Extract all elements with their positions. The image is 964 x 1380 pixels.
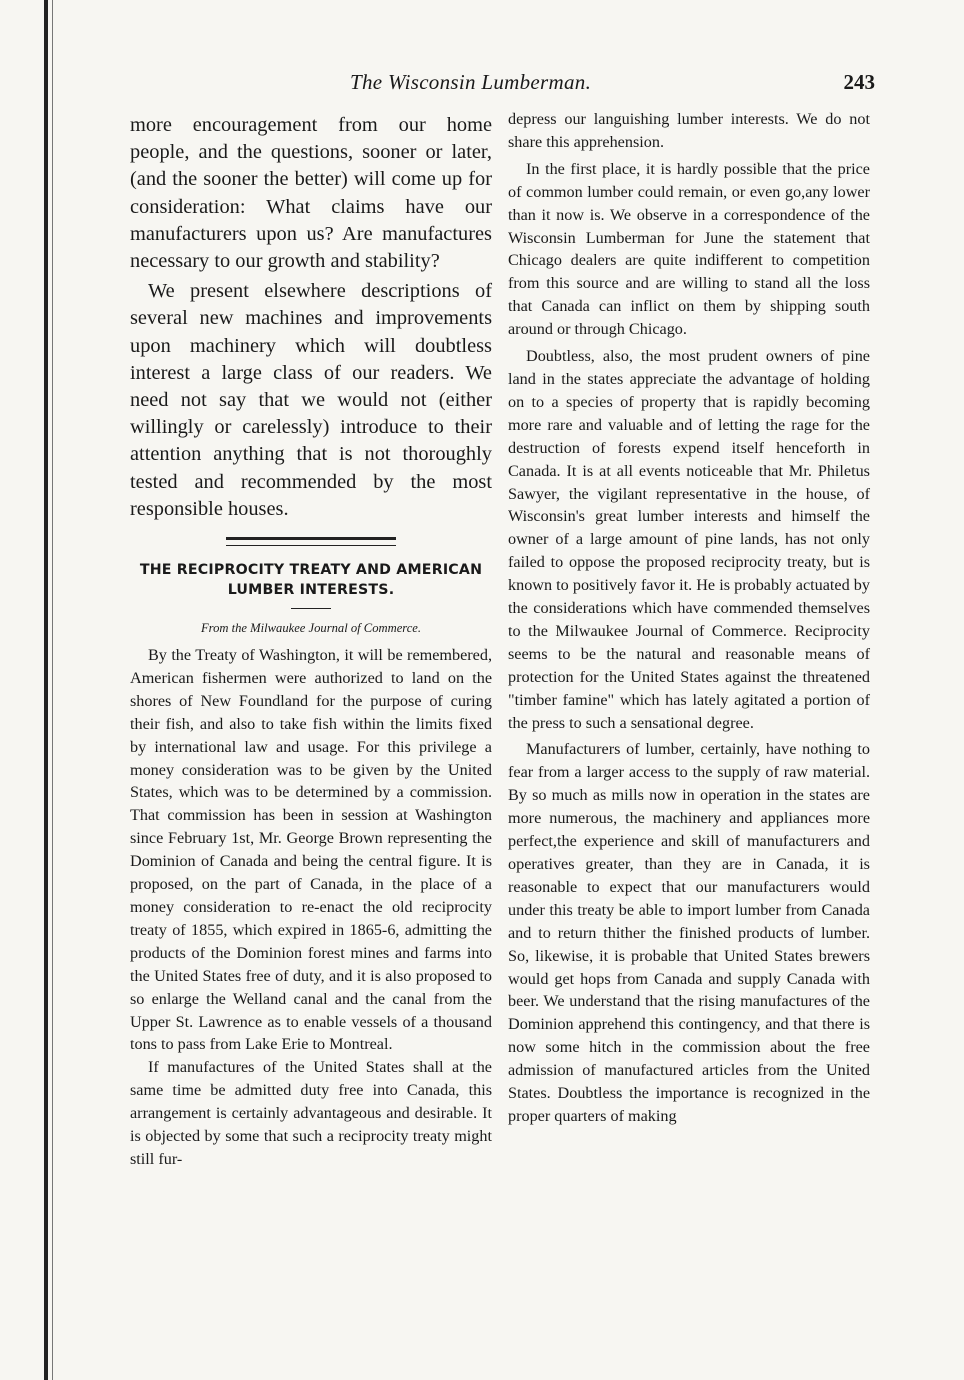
article-paragraph: If manufactures of the United States shall at the same time be admitted duty free into Canada, this arrangement is certainly advantageous and desirable. It is objected by some that such a reciprocity treaty might still fur- [130, 1058, 492, 1168]
lead-paragraph: We present elsewhere descriptions of several new machines and improvements upon machinery which will doubtless interest a large class of our readers. We need not say that we would not (either willingly or carelessly) introduce to their attention anything that is not thoroughly tested and recommended by the most responsible houses. [130, 280, 492, 520]
headline-rule [291, 608, 331, 609]
lead-paragraph: more encouragement from our home people, and the questions, sooner or later, (and the sooner the better) will come up for consideration: What claims have our manufacturers upon us? Are manufactures necessary to our growth and stability? [130, 114, 492, 273]
section-divider [226, 537, 396, 546]
article-headline: THE RECIPROCITY TREATY AND AMERICAN LUMBER INTERESTS. [139, 562, 483, 599]
page-binding-shadow [52, 0, 53, 1380]
article-source: From the Milwaukee Journal of Commerce. [200, 621, 422, 636]
running-head [130, 70, 875, 102]
right-column [508, 108, 870, 1128]
editorial-lead [130, 112, 492, 523]
article-paragraph: Doubtless, also, the most prudent owners of pine land in the states appreciate the advantage of holding on to a species of property that is rapidly becoming more rare and valuable and of letting the rage for the destruction of forests expend itself henceforth in Canada. It is at all events noticeable that Mr. Philetus Sawyer, the vigilant representative in the house, of Wisconsin's great lumber interests and himself the owner of a large amount of pine lands, has not only failed to oppose the proposed reciprocity treaty, but is known to positively favor it. He is probably actuated by the considerations which have commended themselves to the Milwaukee Journal of Commerce. Reciprocity seems to be the natural and reasonable means of protection for the United States against the threatened "timber famine" which has lately agitated a portion of the press to such a sensational degree. [508, 347, 870, 732]
running-title: The Wisconsin Lumberman. [350, 70, 592, 94]
article-body [130, 644, 492, 1171]
page-number: 243 [843, 70, 875, 94]
page-binding-edge [44, 0, 48, 1380]
left-column [130, 112, 492, 1171]
article-paragraph: By the Treaty of Washington, it will be remembered, American fishermen were authorized to land on the shores of New Foundland for the purpose of curing their fish, and also to take fish within the limits fixed by international law and usage. For this privilege a money consideration was to be given by the United States, which was to be determined by a commission. That commission has been in session at Washington since February 1st, Mr. George Brown representing the Dominion of Canada and being the central figure. It is proposed, on the part of Canada, in the place of a money consideration to re-enact the old reciprocity treaty of 1855, which expired in 1865-6, admitting the products of the Dominion forest mines and farms into the United States free of duty, and it is also proposed to so enlarge the Welland canal and the canal from the Upper St. Lawrence as to enable vessels of a thousand tons to pass from Lake Erie to Montreal. [130, 646, 492, 1054]
continued-text: depress our languishing lumber interests. We do not share this apprehension. [508, 110, 870, 151]
article-paragraph: Manufacturers of lumber, certainly, have nothing to fear from a larger access to the supply of raw material. By so much as mills now in operation in the states are more numerous, the machinery and appliances more perfect,the experience and skill of manufacturers and operatives greater, than they are in Canada, it is reasonable to expect that our manufacturers would under this treaty be able to import lumber from Canada and to return thither the finished products of lumber. So, likewise, it is probable that United States brewers would get hops from Canada and supply Canada with beer. We understand that the rising manufactures of the Dominion apprehend this contingency, and that there is now some hitch in the commission about the free admission of manufactured articles from the United States. Doubtless the importance is recognized in the proper quarters of making [508, 740, 870, 1125]
article-paragraph: In the first place, it is hardly possible that the price of common lumber could remain, or even go,any lower than it now is. We observe in a correspondence of the Wisconsin Lumberman for June the statement that Chicago dealers are quite indifferent to competition from this source and are willing to stand all the loss that Canada can inflict on them by shipping south around or through Chicago. [508, 159, 870, 339]
